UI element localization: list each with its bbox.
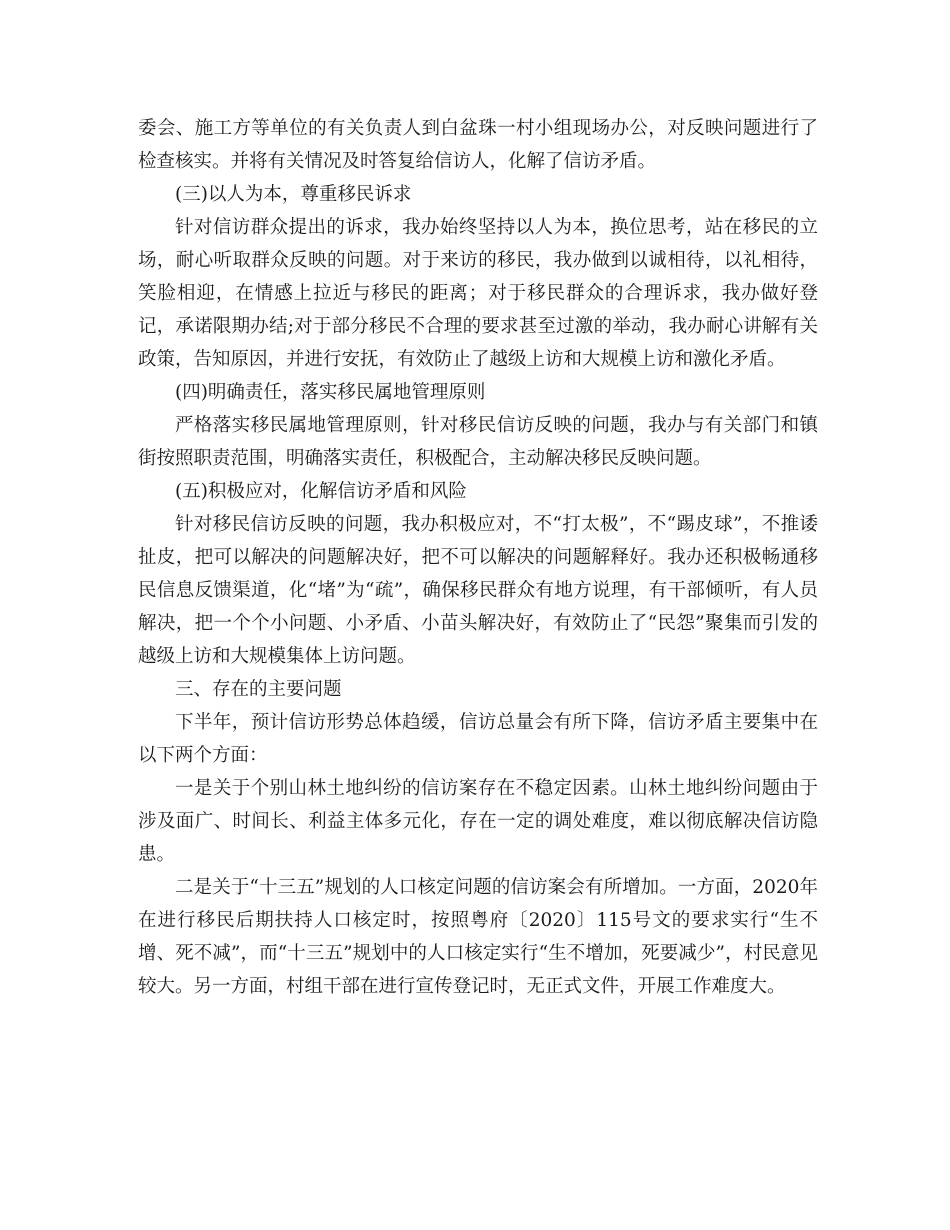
paragraph: 二是关于“十三五”规划的人口核定问题的信访案会有所增加。一方面，2020年在进行移民后期扶持人口核定时，按照粤府〔2020〕115号文的要求实行“生不增、死不减”，而“十三五”规划中的人口核定实行“生不增加，死要减少”，村民意见较大。另一方面，村组干部在进行宣传登记时，无正式文件，开展工作难度大。: [138, 877, 818, 997]
section-heading-4: (四)明确责任，落实移民属地管理原则: [175, 382, 486, 403]
section-heading-main-problems: 三、存在的主要问题: [175, 679, 342, 700]
paragraph: 严格落实移民属地管理原则，针对移民信访反映的问题，我办与有关部门和镇街按照职责范围，明确落实责任，积极配合，主动解决移民反映问题。: [138, 415, 818, 469]
paragraph: 一是关于个别山林土地纠纷的信访案存在不稳定因素。山林土地纠纷问题由于涉及面广、时间长、利益主体多元化，存在一定的调处难度，难以彻底解决信访隐患。: [138, 778, 818, 865]
section-heading-3: (三)以人为本，尊重移民诉求: [175, 184, 412, 205]
paragraph: 下半年，预计信访形势总体趋缓，信访总量会有所下降，信访矛盾主要集中在以下两个方面：: [138, 712, 818, 766]
paragraph: 针对信访群众提出的诉求，我办始终坚持以人为本，换位思考，站在移民的立场，耐心听取群众反映的问题。对于来访的移民，我办做到以诚相待，以礼相待，笑脸相迎，在情感上拉近与移民的距离；对于移民群众的合理诉求，我办做好登记，承诺限期办结;对于部分移民不合理的要求甚至过激的举动，我办耐心讲解有关政策，告知原因，并进行安抚，有效防止了越级上访和大规模上访和激化矛盾。: [138, 217, 818, 370]
paragraph-continuation: 委会、施工方等单位的有关负责人到白盆珠一村小组现场办公，对反映问题进行了检查核实。并将有关情况及时答复给信访人，化解了信访矛盾。: [138, 118, 818, 172]
document-body: [138, 112, 818, 1003]
paragraph: 针对移民信访反映的问题，我办积极应对，不“打太极”，不“踢皮球”，不推诿扯皮，把可以解决的问题解决好，把不可以解决的问题解释好。我办还积极畅通移民信息反馈渠道，化“堵”为“疏”，确保移民群众有地方说理，有干部倾听，有人员解决，把一个个小问题、小矛盾、小苗头解决好，有效防止了“民怨”聚集而引发的越级上访和大规模集体上访问题。: [138, 514, 818, 667]
section-heading-5: (五)积极应对，化解信访矛盾和风险: [175, 481, 467, 502]
